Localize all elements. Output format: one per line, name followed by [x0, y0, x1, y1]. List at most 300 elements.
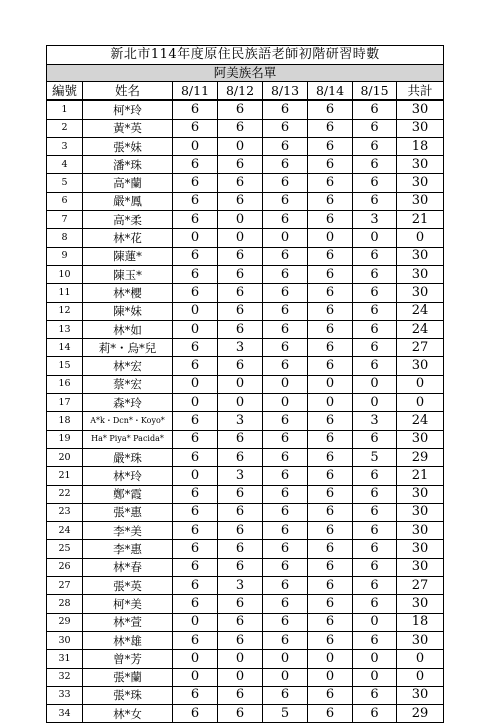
total-hours: 30: [397, 357, 444, 375]
hours-cell: 6: [218, 320, 263, 338]
table-row: [47, 595, 444, 613]
hours-cell: 0: [218, 668, 263, 686]
header-date: 8/12: [218, 82, 263, 101]
hours-cell: 6: [353, 595, 397, 613]
table-row: [47, 686, 444, 704]
member-name: 嚴*珠: [83, 448, 173, 466]
row-number: 16: [47, 375, 83, 393]
hours-cell: 6: [173, 577, 218, 595]
table-row: [47, 339, 444, 357]
table-row: [47, 265, 444, 283]
total-hours: 30: [397, 430, 444, 448]
row-number: 17: [47, 394, 83, 412]
header-number: 編號: [47, 82, 83, 101]
hours-cell: 3: [218, 339, 263, 357]
hours-cell: 6: [353, 705, 397, 723]
hours-cell: 6: [173, 558, 218, 576]
row-number: 33: [47, 686, 83, 704]
hours-cell: 3: [353, 211, 397, 229]
row-number: 34: [47, 705, 83, 723]
total-hours: 0: [397, 375, 444, 393]
total-hours: 0: [397, 394, 444, 412]
hours-cell: 6: [173, 631, 218, 649]
hours-cell: 6: [218, 595, 263, 613]
total-hours: 30: [397, 247, 444, 265]
row-number: 4: [47, 156, 83, 174]
row-number: 1: [47, 100, 83, 119]
total-hours: 30: [397, 540, 444, 558]
hours-cell: 6: [308, 302, 353, 320]
hours-cell: 6: [218, 174, 263, 192]
hours-cell: 6: [353, 192, 397, 210]
table-row: [47, 522, 444, 540]
hours-cell: 6: [263, 137, 308, 155]
row-number: 30: [47, 631, 83, 649]
row-number: 21: [47, 467, 83, 485]
member-name: 林*如: [83, 320, 173, 338]
row-number: 5: [47, 174, 83, 192]
hours-cell: 6: [263, 192, 308, 210]
hours-cell: 6: [353, 174, 397, 192]
hours-cell: 6: [218, 357, 263, 375]
hours-cell: 6: [218, 156, 263, 174]
hours-cell: 0: [173, 375, 218, 393]
hours-cell: 6: [173, 448, 218, 466]
hours-cell: 6: [308, 192, 353, 210]
hours-cell: 6: [263, 339, 308, 357]
member-name: 柯*美: [83, 595, 173, 613]
row-number: 11: [47, 284, 83, 302]
hours-cell: 6: [218, 558, 263, 576]
hours-cell: 0: [218, 137, 263, 155]
hours-cell: 6: [218, 284, 263, 302]
hours-cell: 0: [263, 229, 308, 247]
hours-cell: 6: [173, 192, 218, 210]
hours-cell: 6: [263, 631, 308, 649]
total-hours: 24: [397, 302, 444, 320]
hours-cell: 6: [173, 174, 218, 192]
member-name: 嚴*鳳: [83, 192, 173, 210]
row-number: 15: [47, 357, 83, 375]
hours-cell: 3: [353, 412, 397, 430]
hours-cell: 6: [263, 174, 308, 192]
hours-cell: 0: [263, 394, 308, 412]
hours-cell: 6: [173, 522, 218, 540]
member-name: 黃*英: [83, 119, 173, 137]
total-hours: 30: [397, 100, 444, 119]
table-row: [47, 100, 444, 119]
row-number: 2: [47, 119, 83, 137]
hours-cell: 6: [173, 540, 218, 558]
hours-cell: 6: [308, 613, 353, 631]
hours-cell: 6: [353, 339, 397, 357]
table-row: [47, 430, 444, 448]
hours-cell: 6: [308, 339, 353, 357]
table-row: [47, 467, 444, 485]
hours-cell: 0: [218, 229, 263, 247]
hours-cell: 6: [263, 485, 308, 503]
header-date: 8/13: [263, 82, 308, 101]
hours-cell: 6: [308, 119, 353, 137]
table-row: [47, 211, 444, 229]
table-row: [47, 394, 444, 412]
hours-cell: 6: [263, 284, 308, 302]
total-hours: 0: [397, 668, 444, 686]
hours-cell: 6: [263, 100, 308, 119]
total-hours: 30: [397, 284, 444, 302]
hours-cell: 6: [173, 705, 218, 723]
member-name: 張*珠: [83, 686, 173, 704]
table-row: [47, 650, 444, 668]
header-date: 8/14: [308, 82, 353, 101]
header-date: 8/15: [353, 82, 397, 101]
row-number: 10: [47, 265, 83, 283]
table-row: [47, 412, 444, 430]
table-row: [47, 558, 444, 576]
table-row: [47, 174, 444, 192]
hours-cell: 6: [308, 705, 353, 723]
member-name: 陳*妹: [83, 302, 173, 320]
header-row: [47, 82, 444, 101]
hours-cell: 6: [173, 503, 218, 521]
hours-cell: 6: [263, 430, 308, 448]
hours-cell: 6: [308, 284, 353, 302]
row-number: 22: [47, 485, 83, 503]
table-row: [47, 229, 444, 247]
hours-cell: 6: [353, 577, 397, 595]
row-number: 8: [47, 229, 83, 247]
member-name: 蔡*宏: [83, 375, 173, 393]
total-hours: 21: [397, 211, 444, 229]
table-body: [47, 100, 444, 723]
total-hours: 24: [397, 320, 444, 338]
row-number: 28: [47, 595, 83, 613]
member-name: 鄭*霞: [83, 485, 173, 503]
hours-cell: 6: [218, 522, 263, 540]
hours-cell: 6: [353, 119, 397, 137]
hours-cell: 6: [308, 577, 353, 595]
hours-cell: 6: [263, 522, 308, 540]
table-row: [47, 357, 444, 375]
hours-cell: 0: [173, 650, 218, 668]
member-name: 林*雄: [83, 631, 173, 649]
hours-cell: 6: [263, 320, 308, 338]
hours-cell: 0: [218, 394, 263, 412]
hours-cell: 6: [263, 448, 308, 466]
hours-cell: 6: [308, 100, 353, 119]
table-row: [47, 137, 444, 155]
table-row: [47, 668, 444, 686]
hours-cell: 6: [218, 686, 263, 704]
header-date: 8/11: [173, 82, 218, 101]
hours-cell: 6: [353, 522, 397, 540]
member-name: 林*宏: [83, 357, 173, 375]
hours-cell: 6: [308, 412, 353, 430]
hours-cell: 0: [353, 650, 397, 668]
hours-cell: 5: [263, 705, 308, 723]
row-number: 20: [47, 448, 83, 466]
hours-cell: 6: [308, 686, 353, 704]
total-hours: 30: [397, 174, 444, 192]
table-row: [47, 631, 444, 649]
table-row: [47, 577, 444, 595]
total-hours: 0: [397, 229, 444, 247]
sheet-subtitle: 阿美族名單: [47, 64, 444, 82]
member-name: A*k・Dcn*・Koyo*: [83, 412, 173, 430]
total-hours: 29: [397, 448, 444, 466]
hours-cell: 6: [218, 540, 263, 558]
member-name: 李*美: [83, 522, 173, 540]
hours-cell: 6: [218, 119, 263, 137]
hours-cell: 6: [263, 595, 308, 613]
hours-cell: 6: [308, 174, 353, 192]
hours-cell: 6: [263, 119, 308, 137]
hours-cell: 0: [173, 302, 218, 320]
hours-cell: 0: [218, 375, 263, 393]
hours-cell: 6: [353, 247, 397, 265]
hours-cell: 6: [263, 156, 308, 174]
member-name: 林*花: [83, 229, 173, 247]
member-name: 林*春: [83, 558, 173, 576]
total-hours: 30: [397, 503, 444, 521]
hours-cell: 6: [353, 156, 397, 174]
hours-cell: 0: [353, 394, 397, 412]
total-hours: 30: [397, 265, 444, 283]
hours-cell: 6: [353, 137, 397, 155]
hours-cell: 6: [308, 211, 353, 229]
row-number: 32: [47, 668, 83, 686]
hours-cell: 0: [308, 668, 353, 686]
table-row: [47, 375, 444, 393]
member-name: 高*柔: [83, 211, 173, 229]
row-number: 23: [47, 503, 83, 521]
hours-cell: 6: [218, 100, 263, 119]
hours-cell: 6: [308, 448, 353, 466]
member-name: 莉*・烏*兒: [83, 339, 173, 357]
hours-cell: 6: [353, 485, 397, 503]
hours-cell: 5: [353, 448, 397, 466]
table-row: [47, 540, 444, 558]
hours-cell: 6: [353, 503, 397, 521]
hours-cell: 6: [173, 119, 218, 137]
hours-cell: 3: [218, 577, 263, 595]
hours-cell: 3: [218, 412, 263, 430]
hours-cell: 0: [308, 375, 353, 393]
total-hours: 18: [397, 613, 444, 631]
member-name: 李*惠: [83, 540, 173, 558]
hours-cell: 6: [218, 192, 263, 210]
table-row: [47, 302, 444, 320]
table-row: [47, 247, 444, 265]
hours-cell: 6: [173, 595, 218, 613]
member-name: 陳蓮*: [83, 247, 173, 265]
total-hours: 27: [397, 339, 444, 357]
member-name: 林*玲: [83, 467, 173, 485]
total-hours: 18: [397, 137, 444, 155]
table-row: [47, 485, 444, 503]
hours-cell: 6: [218, 265, 263, 283]
hours-cell: 6: [353, 631, 397, 649]
table-row: [47, 613, 444, 631]
row-number: 3: [47, 137, 83, 155]
hours-cell: 0: [353, 613, 397, 631]
row-number: 12: [47, 302, 83, 320]
hours-cell: 6: [308, 522, 353, 540]
roster-table: [46, 45, 444, 723]
header-name: 姓名: [83, 82, 173, 101]
hours-cell: 6: [308, 485, 353, 503]
hours-cell: 6: [353, 686, 397, 704]
hours-cell: 6: [263, 558, 308, 576]
hours-cell: 6: [173, 430, 218, 448]
total-hours: 0: [397, 650, 444, 668]
hours-cell: 6: [353, 302, 397, 320]
hours-cell: 6: [173, 339, 218, 357]
total-hours: 30: [397, 595, 444, 613]
hours-cell: 0: [353, 668, 397, 686]
hours-cell: 6: [218, 613, 263, 631]
hours-cell: 0: [308, 650, 353, 668]
row-number: 18: [47, 412, 83, 430]
total-hours: 30: [397, 631, 444, 649]
row-number: 29: [47, 613, 83, 631]
hours-cell: 6: [173, 485, 218, 503]
hours-cell: 6: [218, 485, 263, 503]
hours-cell: 0: [173, 137, 218, 155]
member-name: 森*玲: [83, 394, 173, 412]
hours-cell: 6: [263, 357, 308, 375]
hours-cell: 6: [308, 247, 353, 265]
hours-cell: 6: [353, 284, 397, 302]
hours-cell: 6: [263, 247, 308, 265]
sheet-title: 新北市114年度原住民族語老師初階研習時數: [47, 46, 444, 65]
hours-cell: 6: [218, 302, 263, 320]
hours-cell: 6: [218, 448, 263, 466]
hours-cell: 6: [263, 467, 308, 485]
hours-cell: 6: [353, 357, 397, 375]
hours-cell: 6: [353, 100, 397, 119]
member-name: 柯*玲: [83, 100, 173, 119]
total-hours: 27: [397, 577, 444, 595]
hours-cell: 6: [218, 705, 263, 723]
hours-cell: 3: [218, 467, 263, 485]
table-row: [47, 192, 444, 210]
member-name: 林*萱: [83, 613, 173, 631]
total-hours: 21: [397, 467, 444, 485]
member-name: 張*英: [83, 577, 173, 595]
member-name: 曾*芳: [83, 650, 173, 668]
hours-cell: 6: [218, 247, 263, 265]
hours-cell: 6: [173, 412, 218, 430]
hours-cell: 0: [173, 394, 218, 412]
hours-cell: 6: [218, 430, 263, 448]
hours-cell: 6: [308, 503, 353, 521]
hours-cell: 6: [173, 100, 218, 119]
total-hours: 30: [397, 522, 444, 540]
row-number: 9: [47, 247, 83, 265]
hours-cell: 6: [263, 302, 308, 320]
total-hours: 29: [397, 705, 444, 723]
hours-cell: 6: [173, 686, 218, 704]
member-name: Ha* Piya* Pacida*: [83, 430, 173, 448]
hours-cell: 6: [308, 430, 353, 448]
hours-cell: 6: [263, 613, 308, 631]
hours-cell: 0: [308, 229, 353, 247]
hours-cell: 6: [173, 357, 218, 375]
row-number: 27: [47, 577, 83, 595]
hours-cell: 6: [263, 265, 308, 283]
total-hours: 30: [397, 485, 444, 503]
hours-cell: 0: [263, 650, 308, 668]
table-row: [47, 503, 444, 521]
total-hours: 30: [397, 686, 444, 704]
row-number: 6: [47, 192, 83, 210]
member-name: 張*惠: [83, 503, 173, 521]
row-number: 14: [47, 339, 83, 357]
hours-cell: 6: [173, 247, 218, 265]
total-hours: 30: [397, 119, 444, 137]
hours-cell: 0: [173, 668, 218, 686]
hours-cell: 6: [308, 558, 353, 576]
hours-cell: 6: [353, 265, 397, 283]
hours-cell: 0: [173, 229, 218, 247]
row-number: 13: [47, 320, 83, 338]
total-hours: 30: [397, 558, 444, 576]
header-total: 共計: [397, 82, 444, 101]
table-row: [47, 320, 444, 338]
total-hours: 30: [397, 156, 444, 174]
hours-cell: 6: [218, 503, 263, 521]
hours-cell: 0: [353, 229, 397, 247]
hours-cell: 0: [218, 211, 263, 229]
hours-cell: 0: [218, 650, 263, 668]
hours-cell: 6: [263, 412, 308, 430]
hours-cell: 6: [263, 577, 308, 595]
member-name: 張*蘭: [83, 668, 173, 686]
hours-cell: 6: [173, 211, 218, 229]
hours-cell: 6: [308, 357, 353, 375]
member-name: 張*妹: [83, 137, 173, 155]
member-name: 林*女: [83, 705, 173, 723]
member-name: 高*蘭: [83, 174, 173, 192]
hours-cell: 6: [173, 265, 218, 283]
total-hours: 24: [397, 412, 444, 430]
row-number: 25: [47, 540, 83, 558]
total-hours: 30: [397, 192, 444, 210]
hours-cell: 6: [308, 156, 353, 174]
hours-cell: 6: [353, 558, 397, 576]
hours-cell: 0: [308, 394, 353, 412]
hours-cell: 0: [173, 613, 218, 631]
row-number: 24: [47, 522, 83, 540]
table-row: [47, 284, 444, 302]
hours-cell: 6: [173, 284, 218, 302]
member-name: 潘*珠: [83, 156, 173, 174]
row-number: 31: [47, 650, 83, 668]
hours-cell: 6: [308, 320, 353, 338]
hours-cell: 6: [173, 156, 218, 174]
row-number: 26: [47, 558, 83, 576]
table-row: [47, 705, 444, 723]
hours-cell: 0: [173, 467, 218, 485]
hours-cell: 6: [353, 320, 397, 338]
hours-cell: 6: [218, 631, 263, 649]
member-name: 林*櫻: [83, 284, 173, 302]
hours-cell: 6: [263, 686, 308, 704]
hours-cell: 6: [308, 631, 353, 649]
hours-cell: 6: [353, 430, 397, 448]
table-row: [47, 119, 444, 137]
